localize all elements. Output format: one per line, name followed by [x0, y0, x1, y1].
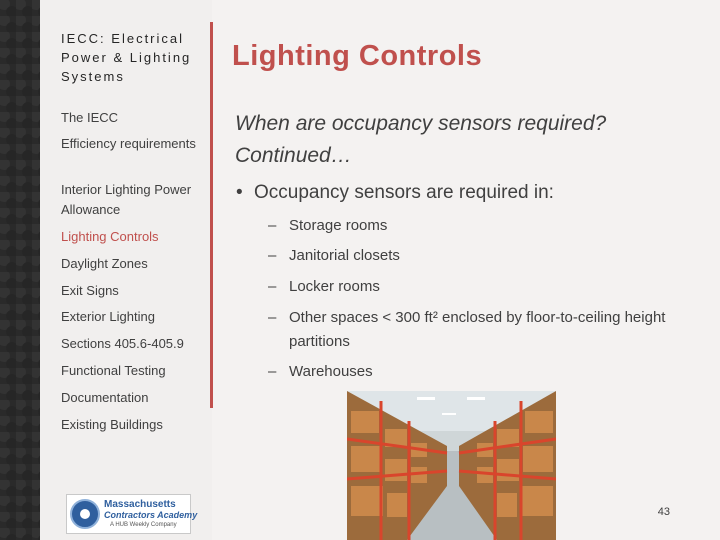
- question-heading: When are occupancy sensors required? Continued…: [235, 112, 607, 167]
- list-item-text: Warehouses: [289, 363, 373, 380]
- page-title: Lighting Controls: [232, 40, 483, 72]
- list-item: [268, 360, 678, 384]
- sidebar-item-documentation[interactable]: Documentation: [61, 390, 149, 405]
- warehouse-photo: [347, 391, 556, 540]
- vertical-divider: [210, 22, 213, 408]
- dash-icon: –: [268, 309, 277, 326]
- dash-icon: –: [268, 363, 277, 380]
- bullet-icon: •: [236, 182, 243, 203]
- warehouse-image-icon: [347, 391, 556, 540]
- list-item: [268, 275, 678, 299]
- bullet-text: Occupancy sensors are required in:: [254, 182, 554, 203]
- sidebar-title: IECC: Electrical Power & Lighting Systems: [61, 31, 192, 84]
- strip-pattern: [0, 0, 40, 540]
- list-item: [268, 214, 678, 238]
- list-item-text: Locker rooms: [289, 278, 380, 295]
- sidebar-item-existing-buildings[interactable]: Existing Buildings: [61, 417, 163, 432]
- sidebar-item-exterior-lighting[interactable]: Exterior Lighting: [61, 309, 155, 324]
- logo-line2: Contractors Academy: [104, 510, 198, 520]
- left-decorative-strip: [0, 0, 40, 540]
- list-item: [268, 244, 678, 268]
- list-item-text: Storage rooms: [289, 217, 388, 234]
- sidebar-item-interior-lighting-power-allowance[interactable]: Interior Lighting Power Allowance: [61, 182, 192, 217]
- sidebar-item-the-iecc[interactable]: The IECC: [61, 110, 119, 125]
- sidebar: [40, 0, 212, 540]
- logo-seal-icon: [70, 499, 100, 529]
- dash-icon: –: [268, 217, 277, 234]
- list-item: [268, 306, 678, 354]
- sidebar-item-efficiency-requirements[interactable]: Efficiency requirements: [61, 136, 196, 151]
- sidebar-item-lighting-controls[interactable]: Lighting Controls: [61, 229, 159, 244]
- sidebar-item-daylight-zones[interactable]: Daylight Zones: [61, 256, 148, 271]
- dash-icon: –: [268, 278, 277, 295]
- page-number: 43: [657, 506, 670, 518]
- bullet-item: [236, 179, 676, 207]
- academy-logo: [66, 494, 198, 534]
- logo-line3: A HUB Weekly Company: [110, 522, 177, 528]
- list-item-text: Janitorial closets: [289, 247, 400, 264]
- sidebar-item-exit-signs[interactable]: Exit Signs: [61, 283, 119, 298]
- logo-line1: Massachusetts: [104, 499, 176, 510]
- dash-icon: –: [268, 247, 277, 264]
- list-item-text: Other spaces < 300 ft² enclosed by floor-to-ceiling height partitions: [289, 309, 666, 350]
- sidebar-item-functional-testing[interactable]: Functional Testing: [61, 363, 166, 378]
- sidebar-item-sections-405[interactable]: Sections 405.6-405.9: [61, 336, 184, 351]
